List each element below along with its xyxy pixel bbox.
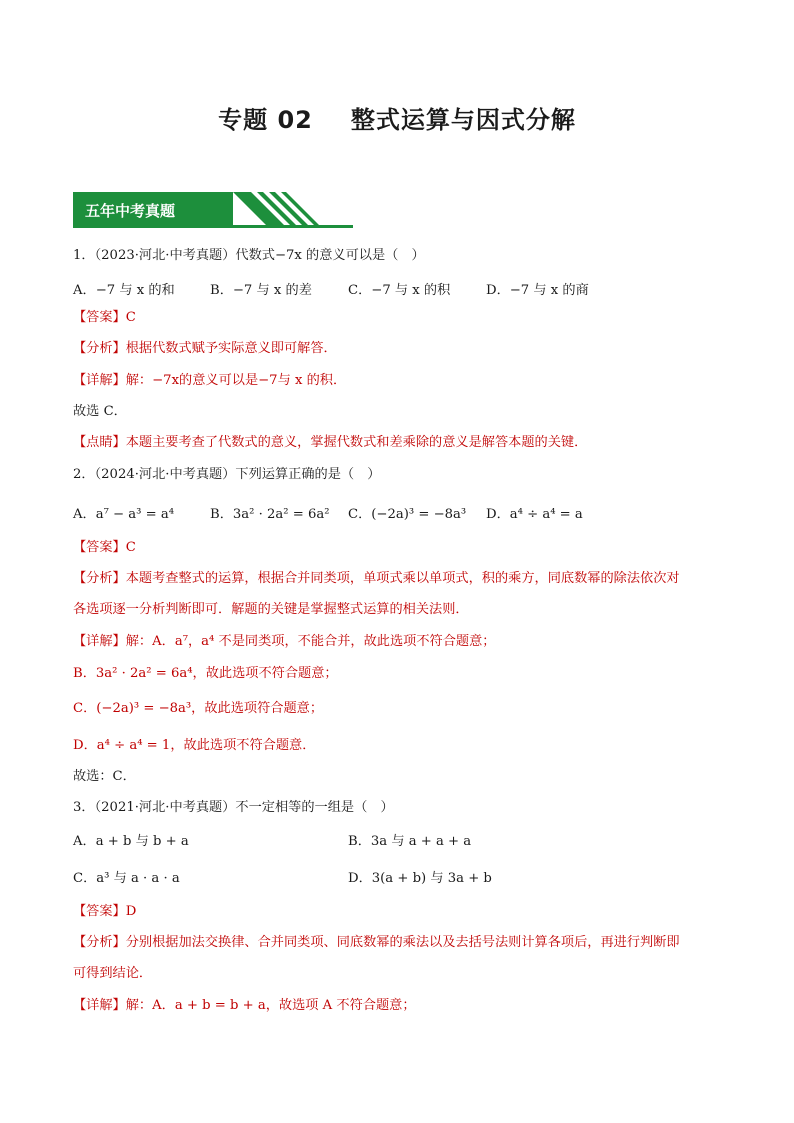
q2-detail-b: B．3a² · 2a² = 6a⁴，故此选项不符合题意； [73,666,338,681]
q1-comment: 【点睛】本题主要考查了代数式的意义，掌握代数式和差乘除的意义是解答本题的关键． [73,435,588,450]
q1-detail: 【详解】解：−7x的意义可以是−7与 x 的积． [73,373,347,388]
title-number: 专题 02 [218,106,313,134]
question-3-stem: 3．（2021·河北·中考真题）不一定相等的一组是（ ） [73,800,394,815]
q2-detail-c: C．(−2a)³ = −8a³，故此选项符合题意； [73,701,324,716]
q2-option-d: D．a⁴ ÷ a⁴ = a [486,507,583,522]
q3-detail: 【详解】解：A．a + b = b + a，故选项 A 不符合题意； [73,998,416,1013]
q1-option-d: D．−7 与 x 的商 [486,283,589,298]
q2-answer: 【答案】C [73,540,136,555]
q2-option-a: A．a⁷ − a³ = a⁴ [73,507,175,522]
q3-option-d: D．3(a + b) 与 3a + b [348,871,492,886]
q2-option-c: C．(−2a)³ = −8a³ [348,507,467,522]
q2-option-b: B．3a² · 2a² = 6a² [210,507,330,522]
q1-option-c: C．−7 与 x 的积 [348,283,451,298]
question-1-stem: 1．（2023·河北·中考真题）代数式−7x 的意义可以是（ ） [73,248,425,263]
q1-option-b: B．−7 与 x 的差 [210,283,312,298]
q3-option-b: B．3a 与 a + a + a [348,834,472,849]
q3-analysis-2: 可得到结论． [73,966,153,981]
q1-answer: 【答案】C [73,310,136,325]
page-title [0,100,794,135]
q3-option-a: A．a + b 与 b + a [73,834,189,849]
q3-answer: 【答案】D [73,904,137,919]
q3-option-c: C．a³ 与 a · a · a [73,871,180,886]
q2-detail-d: D．a⁴ ÷ a⁴ = 1，故此选项不符合题意． [73,738,316,753]
question-2-stem: 2．（2024·河北·中考真题）下列运算正确的是（ ） [73,467,381,482]
q1-choose: 故选 C． [73,404,127,419]
q2-analysis-1: 【分析】本题考查整式的运算，根据合并同类项，单项式乘以单项式，积的乘方，同底数幂的除法依次对 [73,571,680,586]
q2-analysis-2: 各选项逐一分析判断即可．解题的关键是掌握整式运算的相关法则． [73,602,469,617]
section-banner [73,192,353,228]
banner-label: 五年中考真题 [85,202,176,220]
title-text: 整式运算与因式分解 [350,106,576,134]
q2-detail-a: 【详解】解：A．a⁷，a⁴ 不是同类项，不能合并，故此选项不符合题意； [73,634,496,649]
q2-choose: 故选：C． [73,769,136,784]
q3-analysis-1: 【分析】分别根据加法交换律、合并同类项、同底数幂的乘法以及去括号法则计算各项后，再进行判断即 [73,935,680,950]
q1-option-a: A．−7 与 x 的和 [73,283,175,298]
q1-analysis: 【分析】根据代数式赋予实际意义即可解答． [73,341,337,356]
